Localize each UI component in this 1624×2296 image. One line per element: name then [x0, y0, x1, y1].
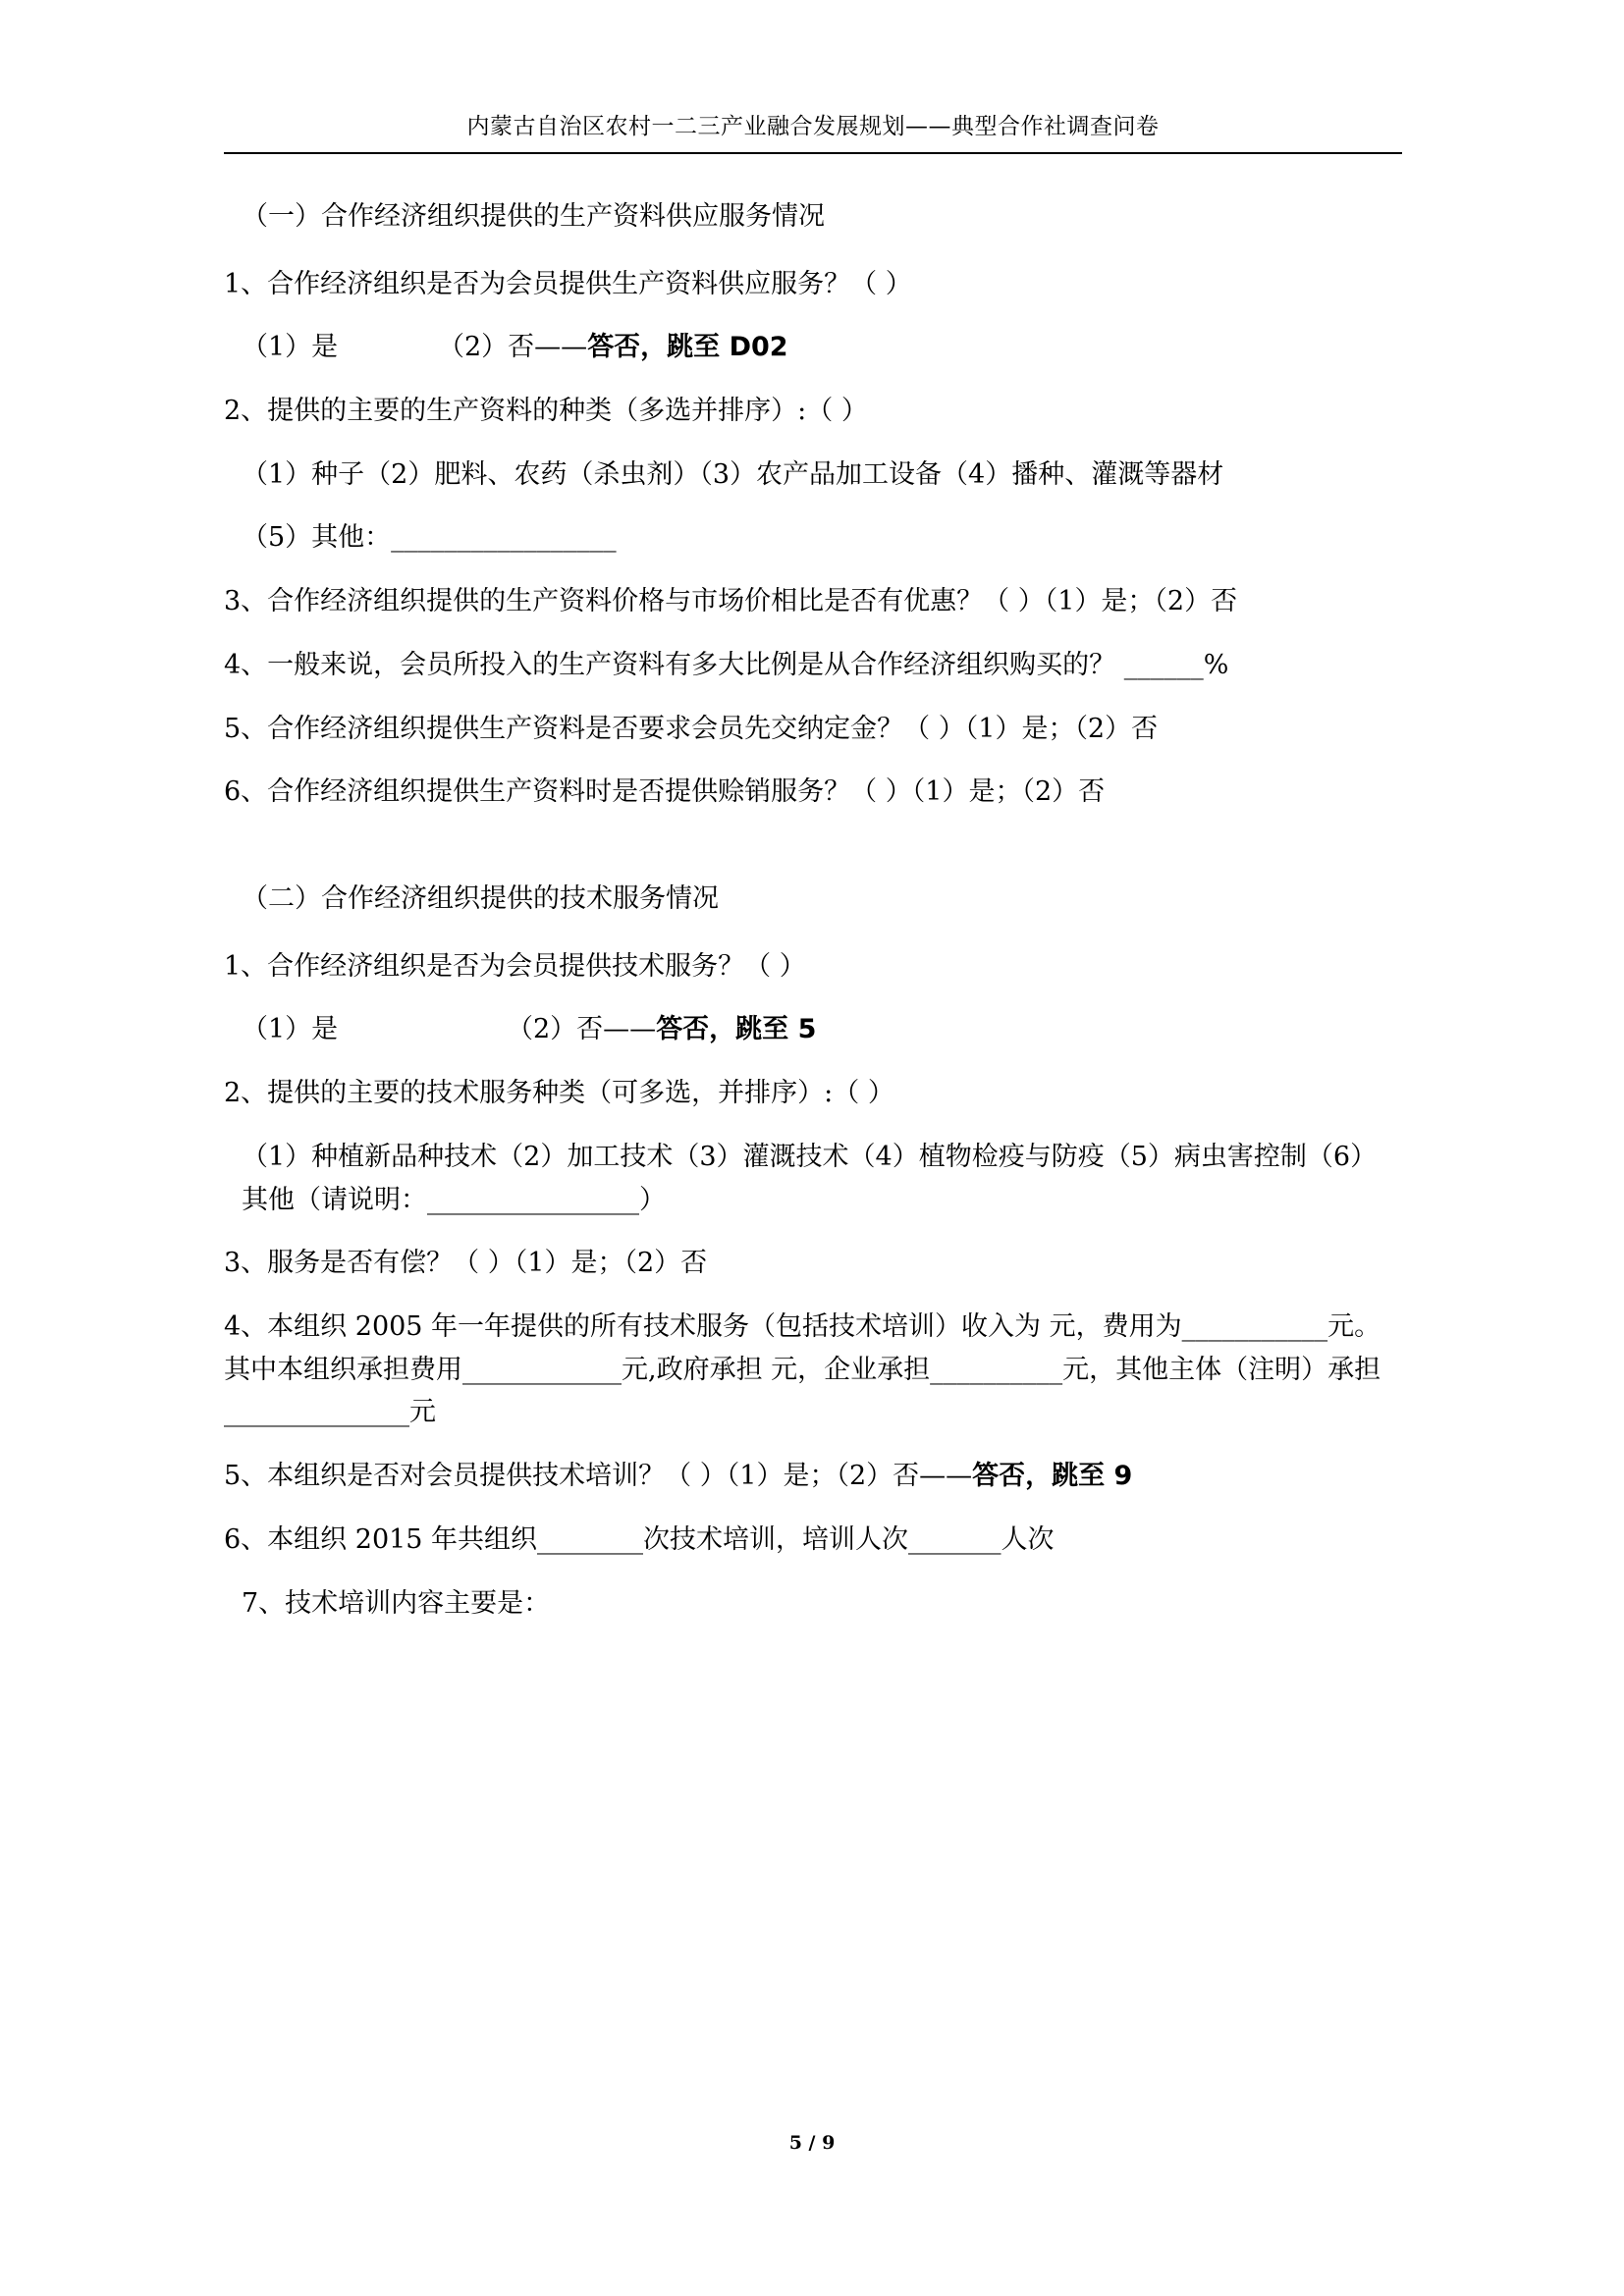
question-2-7: 7、技术培训内容主要是： — [242, 1587, 551, 1619]
question-2-6: 6、本组织 2015 年共组织________次技术培训，培训人次_______人次 — [224, 1523, 1055, 1555]
page-number: 5 / 9 — [788, 2132, 836, 2154]
question-2-5-text: 5、本组织是否对会员提供技术培训？（ ）（1）是；（2）否—— — [224, 1461, 973, 1492]
question-1-4: 4、一般来说，会员所投入的生产资料有多大比例是从合作经济组织购买的？ ______% — [224, 649, 1229, 680]
option-no-2: （2）否—— — [507, 1014, 657, 1045]
option-yes-2: （1）是 — [242, 1014, 339, 1045]
question-2-1: 1、合作经济组织是否为会员提供技术服务？（ ） — [224, 950, 806, 982]
question-2-4: 4、本组织 2005 年一年提供的所有技术服务（包括技术培训）收入为 元，费用为___________元。其中本组织承担费用____________元,政府承担 元，企业承担__________元，其他主体（注明）承担______________元 — [224, 1311, 1381, 1428]
skip-note-2: 答否，跳至 5 — [656, 1014, 817, 1045]
question-2-2-options: （1）种植新品种技术（2）加工技术（3）灌溉技术（4）植物检疫与防疫（5）病虫害控制（6）其他（请说明：________________） — [242, 1141, 1378, 1215]
question-1-5: 5、合作经济组织提供生产资料是否要求会员先交纳定金？（ ）（1）是；（2）否 — [224, 713, 1159, 744]
question-1-1-options — [242, 326, 1402, 369]
question-1-3: 3、合作经济组织提供的生产资料价格与市场价相比是否有优惠？（ ）（1）是；（2）否 — [224, 586, 1238, 617]
question-1-1: 1、合作经济组织是否为会员提供生产资料供应服务？（ ） — [224, 268, 912, 299]
question-1-2-options: （1）种子（2）肥料、农药（杀虫剂）（3）农产品加工设备（4）播种、灌溉等器材 — [242, 458, 1224, 490]
question-2-2: 2、提供的主要的技术服务种类（可多选，并排序）:（ ） — [224, 1078, 894, 1109]
option-no-1: （2）否—— — [438, 332, 588, 363]
section-spacer — [224, 834, 1402, 880]
section-two-title: （二）合作经济组织提供的技术服务情况 — [242, 883, 719, 915]
skip-note-3: 答否，跳至 9 — [972, 1461, 1133, 1492]
option-yes-1: （1）是 — [242, 332, 339, 363]
document-header-title: 内蒙古自治区农村一二三产业融合发展规划——典型合作社调查问卷 — [224, 108, 1402, 154]
document-content — [224, 108, 1402, 1645]
question-2-5 — [224, 1455, 1402, 1498]
question-1-2-other: （5）其他：_________________ — [242, 522, 617, 554]
question-2-1-options — [242, 1008, 1402, 1051]
question-2-3: 3、服务是否有偿？（ ）（1）是；（2）否 — [224, 1248, 708, 1279]
question-1-2: 2、提供的主要的生产资料的种类（多选并排序）:（ ） — [224, 395, 868, 426]
skip-note-1: 答否，跳至 D02 — [587, 332, 788, 363]
question-1-6: 6、合作经济组织提供生产资料时是否提供赊销服务？（ ）（1）是；（2）否 — [224, 776, 1106, 808]
section-one-title: （一）合作经济组织提供的生产资料供应服务情况 — [242, 201, 825, 232]
